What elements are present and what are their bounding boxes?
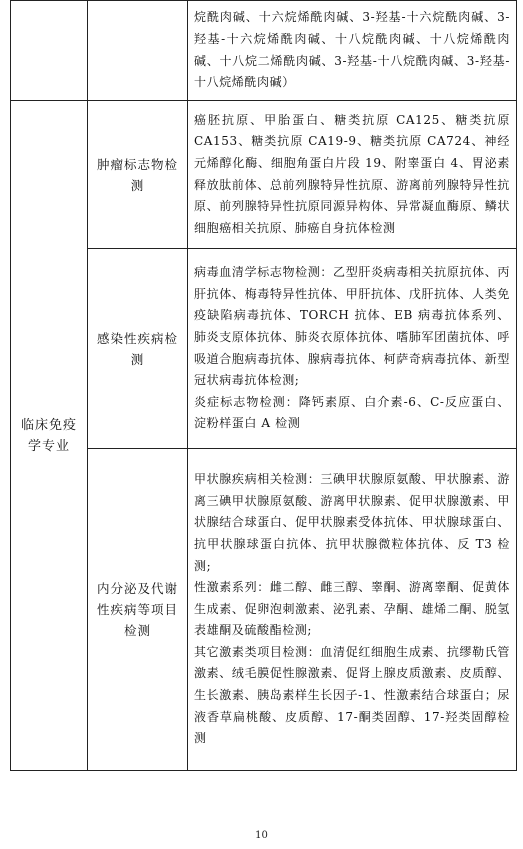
category-cell [88,101,188,249]
content-cell [188,101,517,249]
content-paragraph: 癌胚抗原、甲胎蛋白、糖类抗原 CA125、糖类抗原 CA153、糖类抗原 CA19-9、糖类抗原 CA724、神经元烯醇化酶、细胞角蛋白片段 19、附睾蛋白 4、胃泌素释放肽前体、总前列腺特异性抗原、游离前列腺特异性抗原、前列腺特异性抗原同源异构体、异常凝血酶原、鳞状细胞癌相关抗原、肺癌自身抗体检测 [194,112,510,235]
category-label: 感染性疾病检测 [96,330,178,367]
content-paragraph: 炎症标志物检测：降钙素原、白介素-6、C-反应蛋白、淀粉样蛋白 A 检测 [194,394,510,431]
category-label: 内分泌及代谢性疾病等项目检测 [96,581,178,638]
table-row [11,1,517,101]
major-cell [11,101,88,771]
category-label: 肿瘤标志物检测 [96,156,178,193]
content-paragraph: 病毒血清学标志物检测：乙型肝炎病毒相关抗原抗体、丙肝抗体、梅毒特异性抗体、甲肝抗体、戊肝抗体、人类免疫缺陷病毒抗体、TORCH 抗体、EB 病毒抗体系列、肺炎支原体抗体、肺炎衣原体抗体、嗜肺军团菌抗体、呼吸道合胞病毒抗体、腺病毒抗体、柯萨奇病毒抗体、新型冠状病毒抗体检测; [194,265,510,388]
major-cell-top [11,1,88,101]
content-cell [188,249,517,449]
item-table [10,0,517,771]
major-label: 临床免疫学专业 [20,417,77,454]
category-cell [88,249,188,449]
content-cell [188,1,517,101]
page-number: 10 [255,830,268,841]
content-paragraph: 甲状腺疾病相关检测：三碘甲状腺原氨酸、甲状腺素、游离三碘甲状腺原氨酸、游离甲状腺素、促甲状腺激素、甲状腺结合球蛋白、促甲状腺素受体抗体、甲状腺球蛋白、抗甲状腺球蛋白抗体、抗甲状腺微粒体抗体、反 T3 检测; [194,472,510,573]
content-paragraph: 其它激素类项目检测：血清促红细胞生成素、抗缪勒氏管激素、绒毛膜促性腺激素、促肾上腺皮质激素、皮质醇、生长激素、胰岛素样生长因子-1、性激素结合球蛋白；尿液香草扁桃酸、皮质醇、17-酮类固醇、17-羟类固醇检测 [194,644,510,746]
content-paragraph: 性激素系列：雌二醇、雌三醇、睾酮、游离睾酮、促黄体生成素、促卵泡刺激素、泌乳素、孕酮、雄烯二酮、脱氢表雄酮及硫酸酯检测; [194,580,510,638]
content-cell [188,449,517,771]
table-row [11,101,517,249]
category-cell-top [88,1,188,101]
content-paragraph: 烷酰肉碱、十六烷烯酰肉碱、3-羟基-十六烷酰肉碱、3-羟基-十六烷烯酰肉碱、十八烷酰肉碱、十八烷烯酰肉碱、十八烷二烯酰肉碱、3-羟基-十八烷酰肉碱、3-羟基-十八烷烯酰肉碱） [194,10,510,90]
category-cell [88,449,188,771]
